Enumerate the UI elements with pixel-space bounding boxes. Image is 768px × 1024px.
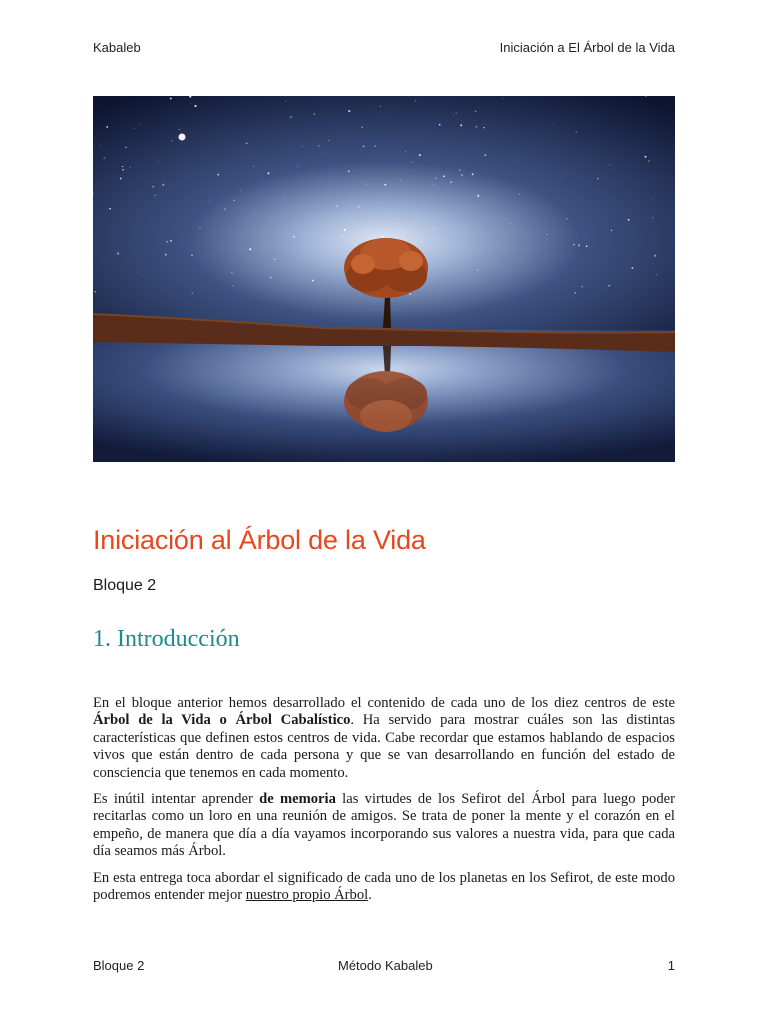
star [122,166,123,167]
paragraph-1-text: En el bloque anterior hemos desarrollado el contenido de cada uno de los diez centros de este [93,695,675,711]
star [609,285,610,286]
star [578,245,580,247]
star [138,272,139,273]
star [477,269,478,270]
star [581,286,582,287]
star [515,160,516,161]
paragraph-1-bold: Árbol de la Vida o Árbol Cabalístico [93,712,351,729]
moon-icon [179,134,186,141]
star [448,172,449,173]
star [240,190,241,191]
star [560,178,561,179]
star [628,219,630,221]
tree-reflection-illustration [93,96,675,462]
star [248,287,249,288]
star [318,145,319,146]
star [200,227,201,228]
paragraph-3-text: En esta entrega toca abordar el significado de cada uno de los planetas en los Sefirot, de este modo podremos entender mejor [93,869,675,904]
star [374,145,375,146]
footer-center: Método Kabaleb [338,958,433,973]
star [654,255,656,257]
star [348,171,349,172]
star [285,101,286,102]
star [155,195,156,196]
star [435,178,436,179]
star [644,156,646,158]
body-text [93,695,675,913]
star [224,208,226,210]
star [586,245,588,247]
star [378,208,379,209]
star [476,126,478,128]
star [249,248,251,250]
star [380,106,381,107]
star [371,179,372,180]
star [613,209,614,210]
star [293,236,295,238]
star [297,166,298,167]
star [474,97,475,98]
star [477,195,479,197]
star [553,123,554,124]
star [574,292,576,294]
star [382,236,384,238]
star [162,184,164,186]
star [264,295,265,296]
star [201,156,202,157]
star [170,98,172,100]
section-heading: 1. Introducción [93,626,240,652]
paragraph-2-text-end: las virtudes de los Sefirot del Árbol para luego poder recitarlas como un loro en una reunión de amigos. Se trata de poner la mente y el corazón en el empeño, de manera que día a día vayamos incorporando sus valores a nuestra vida, para que cada día seamos más Árbol. [93,791,675,860]
star [209,201,210,202]
star [503,99,504,100]
star [293,222,294,223]
star [158,161,159,162]
star [411,162,412,163]
star [233,285,234,286]
paragraph-3 [93,870,675,905]
star [409,293,411,295]
star [152,186,154,188]
star [302,146,303,147]
star [416,209,417,210]
paragraph-1 [93,695,675,782]
star [419,154,421,156]
star [170,240,172,242]
star [405,151,406,152]
star [348,110,350,112]
star [274,259,275,260]
star [106,126,108,128]
star [94,291,96,293]
star [342,235,344,237]
star [192,292,193,293]
star [450,182,451,183]
star [270,277,272,279]
nuestro-propio-arbol-link[interactable]: nuestro propio Árbol [245,887,369,904]
star [166,241,168,243]
star [400,180,401,181]
star [130,167,131,168]
star [648,160,649,161]
star [324,153,325,154]
star [597,178,598,179]
star [461,174,463,176]
star [179,129,180,130]
star [484,154,486,156]
star [576,131,577,132]
star [362,127,363,128]
star [456,113,457,114]
paragraph-1-text-end: . Ha servido para mostrar cuáles son las distintas características que definen estos centros de vida. Cabe recordar que estamos hablando de espacios vivos que están dentro de cada persona y que se van desarrollando en función del estado de consciencia que tenemos en cada momento. [93,712,675,781]
star [122,169,123,170]
star [253,166,254,167]
star [283,198,284,199]
star [290,116,292,118]
star [415,100,416,101]
star [351,197,352,198]
star [459,170,460,171]
star [611,230,612,231]
star [453,116,454,117]
star [120,178,122,180]
star [246,142,248,144]
star [355,243,356,244]
header-left: Kabaleb [93,40,141,55]
star [632,267,634,269]
star [510,223,511,224]
page-header [93,40,675,60]
star [191,103,192,104]
star [233,200,235,202]
star [217,174,219,176]
star [384,184,386,186]
star [573,244,574,245]
document-subtitle: Bloque 2 [93,577,157,594]
page-number: 1 [667,958,675,973]
star [656,274,657,275]
document-title: Iniciación al Árbol de la Vida [93,525,426,555]
star [134,128,135,129]
star [267,172,269,174]
star [652,217,653,218]
star [472,173,474,175]
star [125,147,126,148]
star [443,175,445,177]
star [312,280,314,282]
star [191,254,193,256]
star [363,145,365,147]
star [231,272,232,273]
star [103,157,105,159]
star [366,184,367,185]
star [314,113,315,114]
star [483,127,485,129]
star [344,229,346,231]
star [351,206,352,207]
star [194,105,196,107]
star [253,213,254,214]
paragraph-2 [93,791,675,861]
star [460,124,462,126]
star [117,252,119,254]
footer-left: Bloque 2 [93,958,145,973]
star [140,124,141,125]
star [165,254,167,256]
star [439,124,441,126]
star [566,218,567,219]
star [547,234,548,235]
star [328,140,329,141]
star [519,194,520,195]
star [172,140,173,141]
paragraph-3-text-end: . [368,887,372,904]
star [100,145,101,146]
star [434,228,435,229]
star [610,164,611,165]
hero-image [93,96,675,462]
star [109,208,111,210]
header-right: Iniciación a El Árbol de la Vida [499,40,675,55]
paragraph-2-text: Es inútil intentar aprender [93,791,260,808]
paragraph-2-bold: de memoria [259,791,336,808]
star [651,199,652,200]
page-footer [93,958,675,978]
star [434,184,435,185]
star [336,205,338,207]
star [475,111,476,112]
star [357,206,359,208]
